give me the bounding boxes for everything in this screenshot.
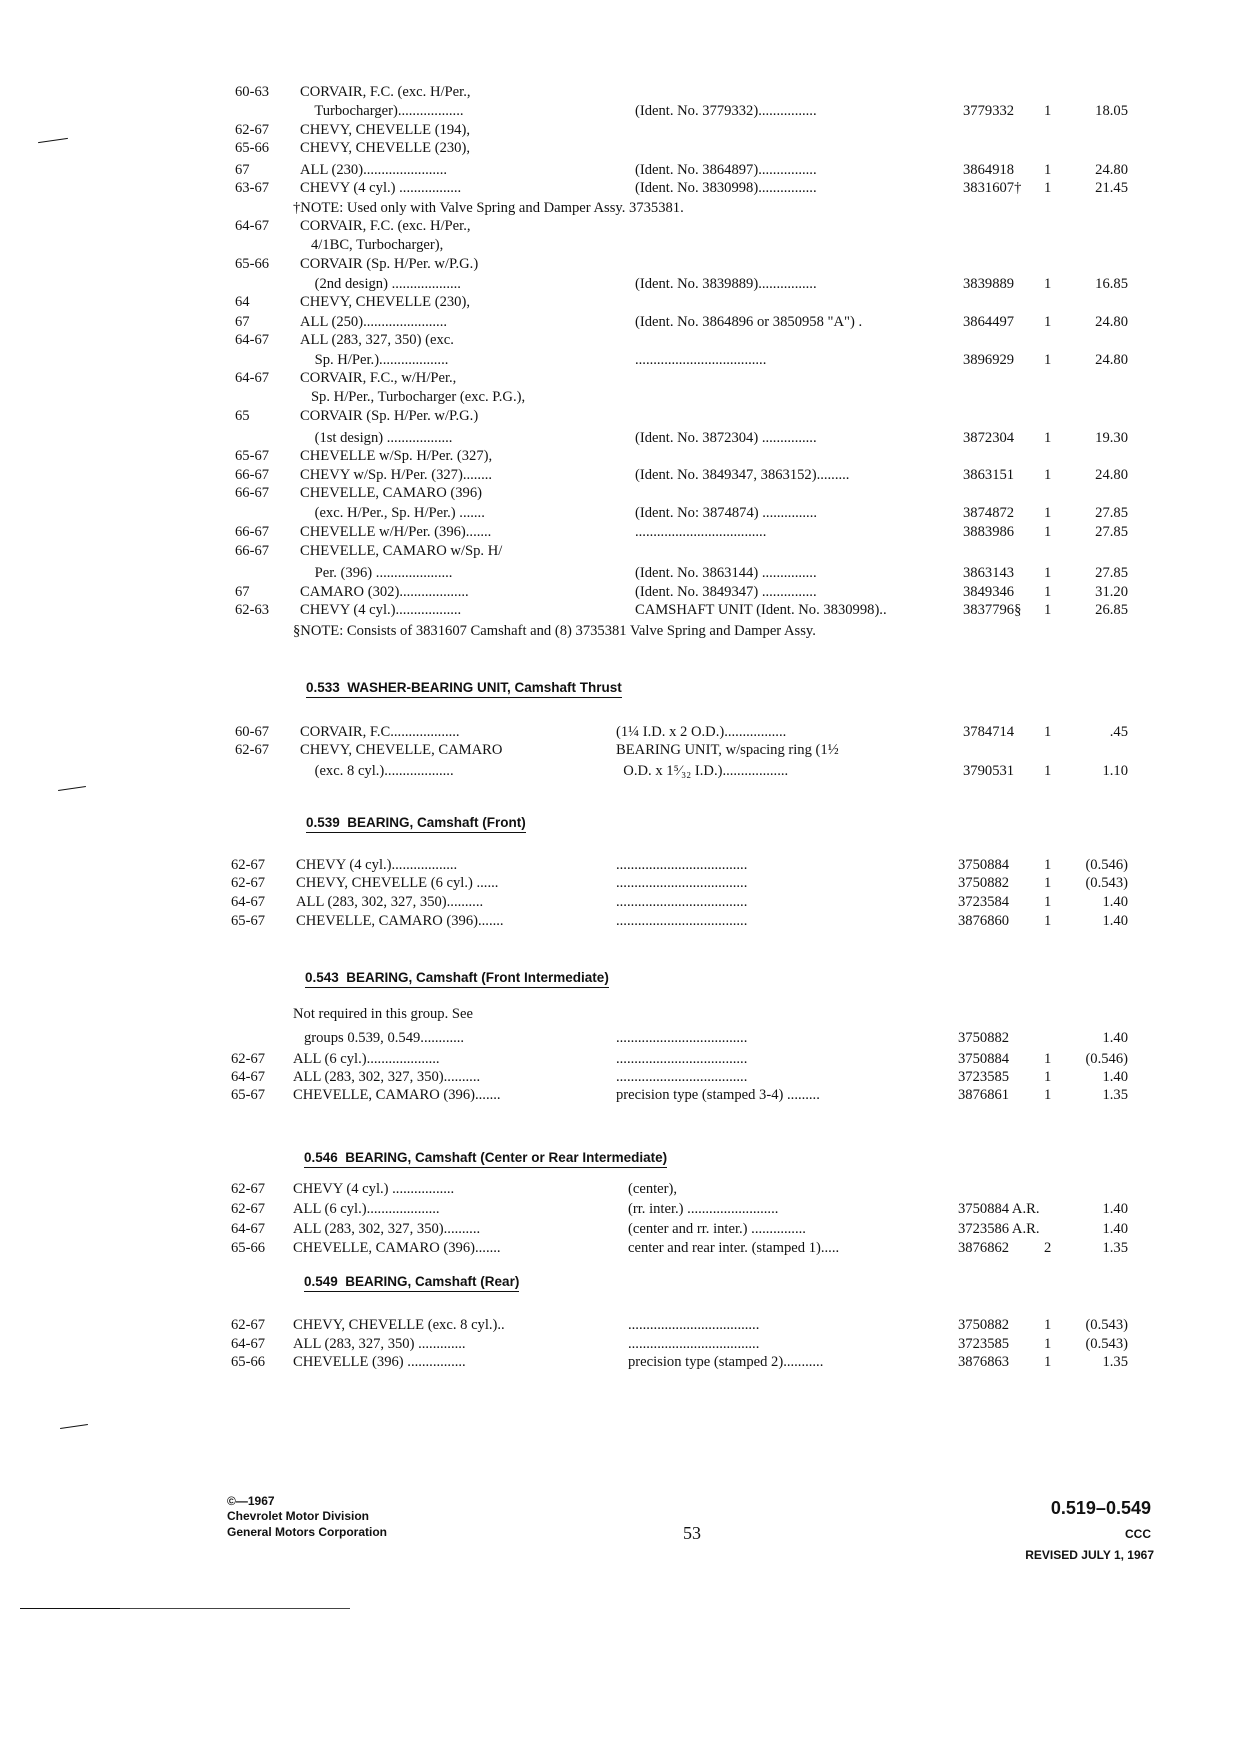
model-description: CHEVY, CHEVELLE (194),: [300, 122, 470, 138]
part-number: 3750884: [958, 1051, 1010, 1067]
quantity: 1: [1044, 103, 1052, 119]
margin-mark: [60, 1424, 88, 1429]
year-range: 62-63: [235, 602, 270, 618]
group-range: 0.519–0.549: [1050, 1498, 1151, 1518]
price: 1.40: [1102, 913, 1128, 929]
part-number: 3831607†: [963, 180, 1022, 196]
price: 1.35: [1102, 1354, 1128, 1370]
model-description: ALL (250).......................: [300, 314, 447, 330]
part-number: 3723586 A.R.: [958, 1221, 1040, 1237]
part-number: 3864918: [963, 162, 1015, 178]
model-description: CORVAIR (Sp. H/Per. w/P.G.): [300, 408, 479, 424]
year-range: 65-66: [231, 1240, 266, 1256]
bottom-rule: [20, 1608, 120, 1609]
quantity: 1: [1044, 565, 1052, 581]
quantity: 1: [1044, 180, 1052, 196]
quantity: 1: [1044, 1354, 1052, 1370]
specification: ....................................: [616, 1030, 748, 1046]
year-range: 62-67: [231, 1201, 266, 1217]
specification: center and rear inter. (stamped 1).....: [628, 1240, 840, 1256]
quantity: 1: [1044, 913, 1052, 929]
price: 1.10: [1102, 763, 1128, 779]
specification: ....................................: [616, 875, 748, 891]
model-description: ALL (283, 302, 327, 350)..........: [296, 894, 484, 910]
model-description: CHEVELLE, CAMARO (396).......: [293, 1240, 501, 1256]
quantity: 1: [1044, 875, 1052, 891]
year-range: 64-67: [231, 1221, 266, 1237]
year-range: 64: [235, 294, 250, 310]
year-range: 65-66: [235, 256, 270, 272]
model-description: CORVAIR (Sp. H/Per. w/P.G.): [300, 256, 479, 272]
part-number: 3779332: [963, 103, 1015, 119]
specification: (Ident. No: 3874874) ...............: [635, 505, 817, 521]
part-number: 3864497: [963, 314, 1015, 330]
year-range: 65-66: [231, 1354, 266, 1370]
price: 24.80: [1095, 352, 1128, 368]
model-description: CHEVY, CHEVELLE (exc. 8 cyl.)..: [293, 1317, 505, 1333]
corporation-text: General Motors Corporation: [227, 1525, 388, 1539]
page-number: 53: [683, 1523, 701, 1543]
model-description: ALL (6 cyl.)....................: [293, 1201, 440, 1217]
specification: (1¼ I.D. x 2 O.D.).................: [616, 724, 787, 740]
year-range: 62-67: [231, 1181, 266, 1197]
specification: (Ident. No. 3863144) ...............: [635, 565, 817, 581]
year-range: 62-67: [231, 857, 266, 873]
part-number: 3723585: [958, 1336, 1010, 1352]
price: (0.543): [1085, 1336, 1128, 1352]
specification: (Ident. No. 3849347) ...............: [635, 584, 817, 600]
year-range: 65: [235, 408, 250, 424]
model-description: 4/1BC, Turbocharger),: [300, 237, 444, 253]
section-heading: 0.539 BEARING, Camshaft (Front): [306, 815, 526, 833]
price: 1.35: [1102, 1087, 1128, 1103]
price: 18.05: [1095, 103, 1128, 119]
specification: ....................................: [628, 1317, 760, 1333]
part-number: 3876861: [958, 1087, 1010, 1103]
quantity: 1: [1044, 584, 1052, 600]
specification: precision type (stamped 2)...........: [628, 1354, 824, 1370]
year-range: 63-67: [235, 180, 270, 196]
year-range: 67: [235, 162, 250, 178]
price: 31.20: [1095, 584, 1128, 600]
model-description: CHEVY (4 cyl.)..................: [296, 857, 458, 873]
model-description: Not required in this group. See: [293, 1006, 473, 1022]
year-range: 62-67: [231, 875, 266, 891]
model-description: CHEVY, CHEVELLE, CAMARO: [300, 742, 503, 758]
part-number: 3872304: [963, 430, 1015, 446]
year-range: 66-67: [235, 467, 270, 483]
part-number: 3723585: [958, 1069, 1010, 1085]
part-number: 3837796§: [963, 602, 1022, 618]
section-heading: 0.533 WASHER-BEARING UNIT, Camshaft Thrust: [306, 680, 622, 698]
specification: (center and rr. inter.) ...............: [628, 1221, 806, 1237]
model-description: CORVAIR, F.C. (exc. H/Per.,: [300, 218, 471, 234]
model-description: CORVAIR, F.C...................: [300, 724, 460, 740]
year-range: 65-67: [231, 913, 266, 929]
part-number: 3896929: [963, 352, 1015, 368]
specification: O.D. x 1⁵⁄₃₂ I.D.)..................: [616, 763, 789, 779]
model-description: CHEVY, CHEVELLE (230),: [300, 294, 470, 310]
year-range: 66-67: [235, 485, 270, 501]
quantity: 1: [1044, 724, 1052, 740]
specification: ....................................: [616, 913, 748, 929]
quantity: 1: [1044, 894, 1052, 910]
price: 1.40: [1102, 894, 1128, 910]
year-range: 60-67: [235, 724, 270, 740]
margin-mark: [38, 138, 68, 143]
part-number: 3750884: [958, 857, 1010, 873]
footnote: †NOTE: Used only with Valve Spring and Damper Assy. 3735381.: [293, 200, 684, 216]
part-number: 3750882: [958, 1030, 1010, 1046]
year-range: 65-67: [231, 1087, 266, 1103]
footnote: §NOTE: Consists of 3831607 Camshaft and (8) 3735381 Valve Spring and Damper Assy.: [293, 623, 816, 639]
year-range: 62-67: [231, 1317, 266, 1333]
price: 1.40: [1102, 1069, 1128, 1085]
model-description: CHEVY (4 cyl.) .................: [300, 180, 462, 196]
price: 1.35: [1102, 1240, 1128, 1256]
year-range: 65-67: [235, 448, 270, 464]
model-description: CHEVY (4 cyl.)..................: [300, 602, 462, 618]
section-heading: 0.543 BEARING, Camshaft (Front Intermediate): [305, 970, 609, 988]
price: 27.85: [1095, 505, 1128, 521]
quantity: 1: [1044, 1336, 1052, 1352]
specification: ....................................: [616, 857, 748, 873]
model-description: Sp. H/Per., Turbocharger (exc. P.G.),: [300, 389, 526, 405]
year-range: 64-67: [235, 370, 270, 386]
model-description: CORVAIR, F.C. (exc. H/Per.,: [300, 84, 471, 100]
price: .45: [1109, 724, 1128, 740]
year-range: 62-67: [235, 742, 270, 758]
quantity: 1: [1044, 352, 1052, 368]
price: (0.543): [1085, 875, 1128, 891]
year-range: 64-67: [231, 1336, 266, 1352]
year-range: 65-66: [235, 140, 270, 156]
specification: (Ident. No. 3849347, 3863152).........: [635, 467, 850, 483]
section-heading: 0.546 BEARING, Camshaft (Center or Rear Intermediate): [304, 1150, 667, 1168]
specification: (center),: [628, 1181, 678, 1197]
specification: BEARING UNIT, w/spacing ring (1½: [616, 742, 839, 758]
model-description: CHEVELLE (396) ................: [293, 1354, 466, 1370]
part-number: 3784714: [963, 724, 1015, 740]
year-range: 66-67: [235, 524, 270, 540]
model-description: (exc. 8 cyl.)...................: [300, 763, 454, 779]
price: 27.85: [1095, 524, 1128, 540]
price: 24.80: [1095, 314, 1128, 330]
part-number: 3723584: [958, 894, 1010, 910]
year-range: 64-67: [231, 894, 266, 910]
model-description: ALL (283, 302, 327, 350)..........: [293, 1069, 481, 1085]
quantity: 1: [1044, 467, 1052, 483]
model-description: CHEVY, CHEVELLE (6 cyl.) ......: [296, 875, 499, 891]
year-range: 62-67: [235, 122, 270, 138]
price: 1.40: [1102, 1221, 1128, 1237]
year-range: 64-67: [235, 332, 270, 348]
specification: (Ident. No. 3864896 or 3850958 "A") .: [635, 314, 863, 330]
part-number: 3876860: [958, 913, 1010, 929]
quantity: 1: [1044, 1087, 1052, 1103]
specification: precision type (stamped 3-4) .........: [616, 1087, 820, 1103]
model-description: (2nd design) ...................: [300, 276, 461, 292]
specification: ....................................: [635, 524, 767, 540]
model-description: CHEVELLE, CAMARO (396).......: [296, 913, 504, 929]
price: 19.30: [1095, 430, 1128, 446]
specification: ....................................: [628, 1336, 760, 1352]
specification: (Ident. No. 3839889)................: [635, 276, 817, 292]
specification: CAMSHAFT UNIT (Ident. No. 3830998)..: [635, 602, 887, 618]
year-range: 62-67: [231, 1051, 266, 1067]
price: (0.546): [1085, 857, 1128, 873]
model-description: CHEVELLE, CAMARO w/Sp. H/: [300, 543, 503, 559]
part-number: 3750882: [958, 875, 1010, 891]
part-number: 3876863: [958, 1354, 1010, 1370]
specification: (Ident. No. 3864897)................: [635, 162, 817, 178]
model-description: ALL (283, 327, 350) (exc.: [300, 332, 454, 348]
specification: ....................................: [635, 352, 767, 368]
model-description: Turbocharger)..................: [300, 103, 464, 119]
model-description: groups 0.539, 0.549............: [293, 1030, 465, 1046]
price: 26.85: [1095, 602, 1128, 618]
specification: (rr. inter.) .........................: [628, 1201, 779, 1217]
year-range: 64-67: [231, 1069, 266, 1085]
part-number: 3874872: [963, 505, 1015, 521]
year-range: 60-63: [235, 84, 270, 100]
quantity: 1: [1044, 602, 1052, 618]
specification: ....................................: [616, 1069, 748, 1085]
specification: (Ident. No. 3830998)................: [635, 180, 817, 196]
revised-date: REVISED JULY 1, 1967: [1025, 1548, 1154, 1562]
quantity: 1: [1044, 162, 1052, 178]
part-number: 3883986: [963, 524, 1015, 540]
part-number: 3863151: [963, 467, 1015, 483]
model-description: CHEVY (4 cyl.) .................: [293, 1181, 455, 1197]
part-number: 3876862: [958, 1240, 1010, 1256]
model-description: ALL (6 cyl.)....................: [293, 1051, 440, 1067]
part-number: 3750884 A.R.: [958, 1201, 1040, 1217]
price: (0.543): [1085, 1317, 1128, 1333]
model-description: ALL (230).......................: [300, 162, 447, 178]
specification: ....................................: [616, 894, 748, 910]
part-number: 3839889: [963, 276, 1015, 292]
year-range: 67: [235, 314, 250, 330]
price: 16.85: [1095, 276, 1128, 292]
price: (0.546): [1085, 1051, 1128, 1067]
price: 27.85: [1095, 565, 1128, 581]
year-range: 67: [235, 584, 250, 600]
price: 1.40: [1102, 1030, 1128, 1046]
model-description: (1st design) ..................: [300, 430, 453, 446]
model-description: CHEVELLE, CAMARO (396).......: [293, 1087, 501, 1103]
model-description: Per. (396) .....................: [300, 565, 453, 581]
specification: ....................................: [616, 1051, 748, 1067]
year-range: 66-67: [235, 543, 270, 559]
copyright-text: ©—1967: [227, 1494, 275, 1508]
model-description: CHEVELLE, CAMARO (396): [300, 485, 483, 501]
quantity: 1: [1044, 430, 1052, 446]
model-description: ALL (283, 327, 350) .............: [293, 1336, 466, 1352]
model-description: CHEVELLE w/Sp. H/Per. (327),: [300, 448, 493, 464]
margin-mark: [58, 786, 86, 791]
model-description: Sp. H/Per.)...................: [300, 352, 449, 368]
quantity: 1: [1044, 314, 1052, 330]
part-number: 3750882: [958, 1317, 1010, 1333]
price: 1.40: [1102, 1201, 1128, 1217]
quantity: 1: [1044, 1051, 1052, 1067]
quantity: 1: [1044, 763, 1052, 779]
price: 24.80: [1095, 467, 1128, 483]
price: 21.45: [1095, 180, 1128, 196]
division-text: Chevrolet Motor Division: [227, 1509, 370, 1523]
model-description: ALL (283, 302, 327, 350)..........: [293, 1221, 481, 1237]
quantity: 1: [1044, 1317, 1052, 1333]
quantity: 1: [1044, 505, 1052, 521]
catalog-code: CCC: [1125, 1527, 1151, 1541]
bottom-rule: [120, 1608, 350, 1609]
model-description: CORVAIR, F.C., w/H/Per.,: [300, 370, 457, 386]
model-description: CAMARO (302)...................: [300, 584, 469, 600]
part-number: 3790531: [963, 763, 1015, 779]
year-range: 64-67: [235, 218, 270, 234]
section-heading: 0.549 BEARING, Camshaft (Rear): [304, 1274, 519, 1292]
specification: (Ident. No. 3779332)................: [635, 103, 817, 119]
quantity: 2: [1044, 1240, 1052, 1256]
model-description: CHEVY w/Sp. H/Per. (327)........: [300, 467, 493, 483]
model-description: CHEVY, CHEVELLE (230),: [300, 140, 470, 156]
part-number: 3863143: [963, 565, 1015, 581]
quantity: 1: [1044, 857, 1052, 873]
model-description: (exc. H/Per., Sp. H/Per.) .......: [300, 505, 485, 521]
price: 24.80: [1095, 162, 1128, 178]
specification: (Ident. No. 3872304) ...............: [635, 430, 817, 446]
quantity: 1: [1044, 1069, 1052, 1085]
part-number: 3849346: [963, 584, 1015, 600]
quantity: 1: [1044, 276, 1052, 292]
quantity: 1: [1044, 524, 1052, 540]
model-description: CHEVELLE w/H/Per. (396).......: [300, 524, 492, 540]
